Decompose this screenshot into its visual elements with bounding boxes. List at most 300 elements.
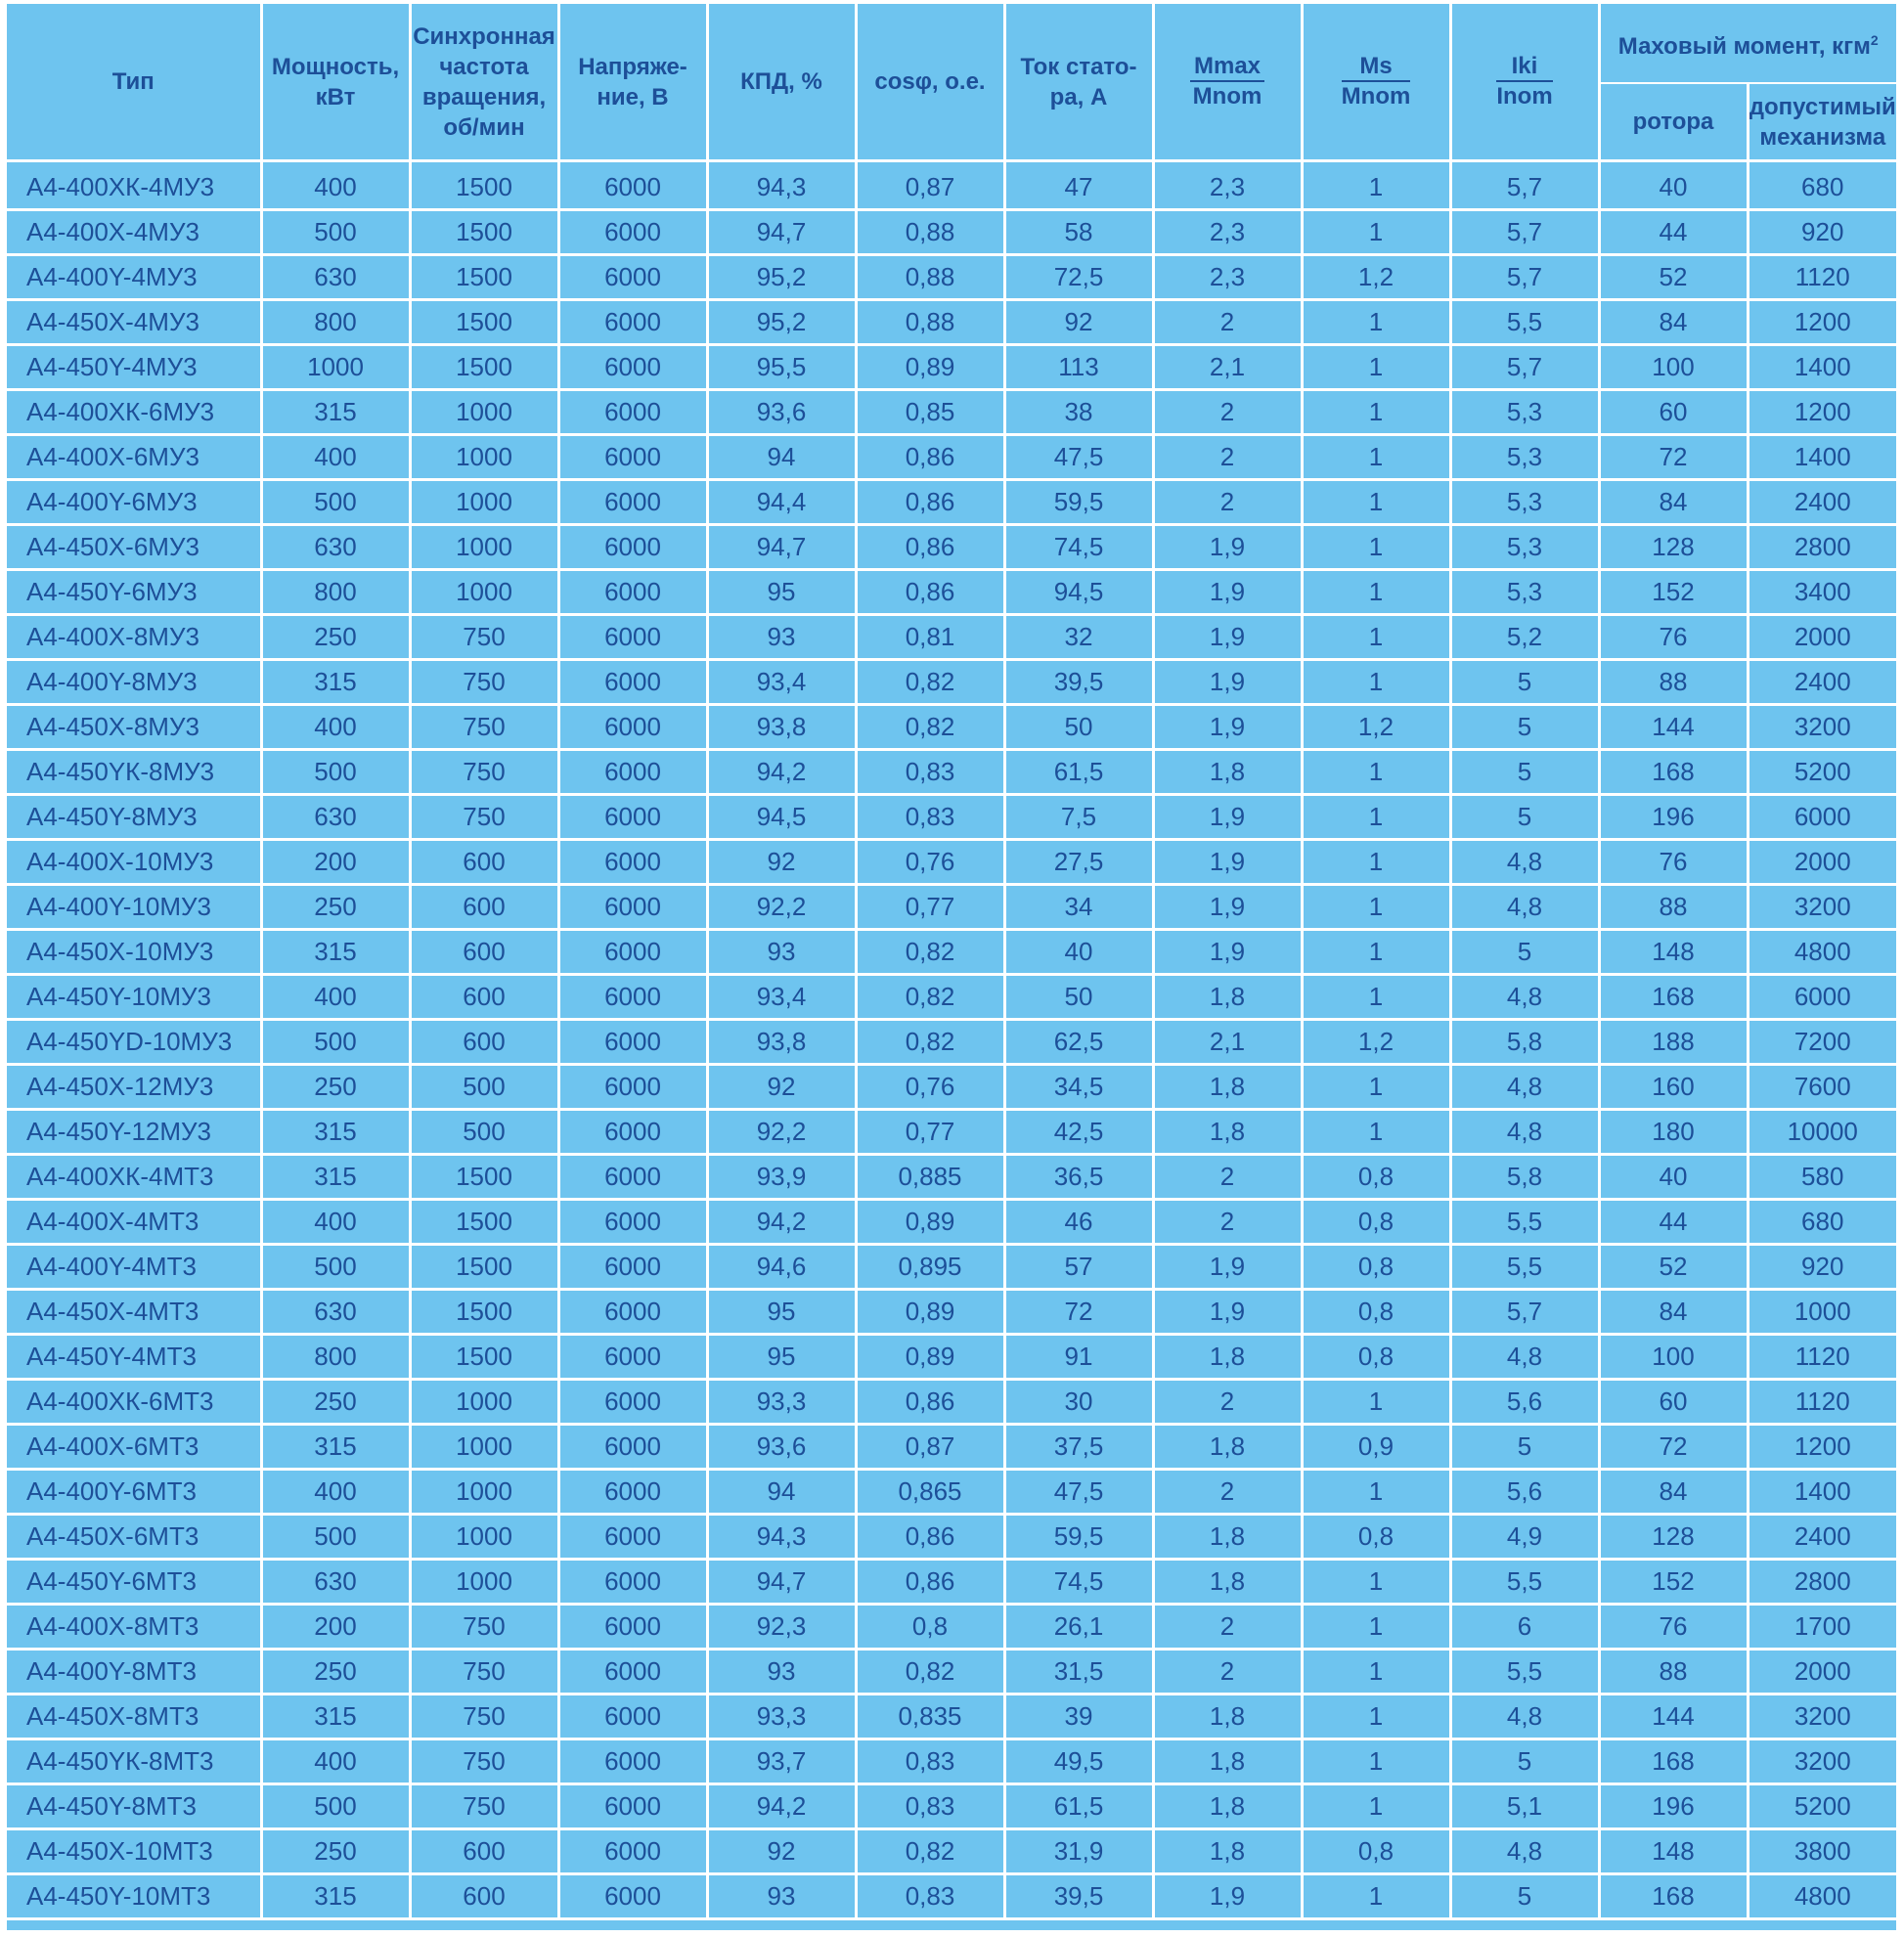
cell-iki-ratio: 4,8 [1450, 975, 1599, 1020]
cell-cosphi: 0,82 [856, 975, 1004, 1020]
cell-stator-current: 94,5 [1004, 570, 1153, 615]
cell-flywheel-rotor: 196 [1599, 795, 1748, 840]
cell-cosphi: 0,89 [856, 1200, 1004, 1245]
cell-cosphi: 0,89 [856, 1335, 1004, 1380]
cell-mmax-ratio: 1,8 [1153, 1695, 1302, 1739]
cell-sync-speed: 1000 [410, 1560, 558, 1605]
cell-stator-current: 31,5 [1004, 1650, 1153, 1695]
cell-power: 630 [261, 1290, 410, 1335]
cell-ms-ratio: 1 [1302, 1784, 1450, 1829]
header-flywheel-group [1599, 4, 1896, 83]
cell-iki-ratio: 5 [1450, 1425, 1599, 1470]
cell-efficiency: 93,6 [707, 390, 856, 435]
cell-ms-ratio: 1 [1302, 1650, 1450, 1695]
cell-ms-ratio: 1 [1302, 1739, 1450, 1784]
cell-power: 400 [261, 435, 410, 480]
table-row [7, 1065, 1896, 1110]
cell-voltage: 6000 [558, 161, 707, 210]
cell-stator-current: 26,1 [1004, 1605, 1153, 1650]
cell-type: А4-400Y-8МТ3 [7, 1650, 261, 1695]
cell-stator-current: 34 [1004, 885, 1153, 930]
cell-cosphi: 0,885 [856, 1155, 1004, 1200]
cell-flywheel-mechanism: 3400 [1748, 570, 1896, 615]
cell-ms-ratio: 1 [1302, 1605, 1450, 1650]
cell-type: А4-400Y-6МУ3 [7, 480, 261, 525]
cell-iki-ratio: 4,8 [1450, 1829, 1599, 1874]
cell-efficiency: 95 [707, 1335, 856, 1380]
table-row [7, 660, 1896, 705]
cell-efficiency: 94,5 [707, 795, 856, 840]
cell-voltage: 6000 [558, 1155, 707, 1200]
cell-efficiency: 92 [707, 1829, 856, 1874]
cell-cosphi: 0,8 [856, 1605, 1004, 1650]
cell-type: А4-400Y-8МУ3 [7, 660, 261, 705]
cell-ms-ratio: 1 [1302, 660, 1450, 705]
cell-flywheel-mechanism: 7200 [1748, 1020, 1896, 1065]
cell-cosphi: 0,77 [856, 1110, 1004, 1155]
cell-sync-speed: 1000 [410, 1425, 558, 1470]
cell-sync-speed: 750 [410, 795, 558, 840]
table-row [7, 570, 1896, 615]
cell-flywheel-mechanism: 3800 [1748, 1829, 1896, 1874]
cell-ms-ratio: 0,9 [1302, 1425, 1450, 1470]
cell-efficiency: 94 [707, 435, 856, 480]
cell-power: 500 [261, 1020, 410, 1065]
cell-efficiency: 93,8 [707, 1020, 856, 1065]
cell-iki-ratio: 5,5 [1450, 1560, 1599, 1605]
cell-sync-speed: 750 [410, 750, 558, 795]
cell-flywheel-mechanism: 1120 [1748, 255, 1896, 300]
cell-cosphi: 0,82 [856, 705, 1004, 750]
cell-flywheel-rotor: 60 [1599, 1380, 1748, 1425]
cell-mmax-ratio: 1,8 [1153, 1560, 1302, 1605]
cell-ms-ratio: 1 [1302, 525, 1450, 570]
cell-flywheel-mechanism: 3200 [1748, 1695, 1896, 1739]
cell-mmax-ratio: 1,9 [1153, 615, 1302, 660]
cell-cosphi: 0,87 [856, 1425, 1004, 1470]
cell-power: 400 [261, 1470, 410, 1515]
cell-cosphi: 0,89 [856, 345, 1004, 390]
cell-voltage: 6000 [558, 1829, 707, 1874]
cell-cosphi: 0,83 [856, 750, 1004, 795]
cell-sync-speed: 600 [410, 1020, 558, 1065]
cell-iki-ratio: 5,5 [1450, 1200, 1599, 1245]
cell-sync-speed: 1500 [410, 300, 558, 345]
cell-voltage: 6000 [558, 1380, 707, 1425]
cell-type: А4-450YК-8МТ3 [7, 1739, 261, 1784]
cell-ms-ratio: 1 [1302, 1560, 1450, 1605]
cell-voltage: 6000 [558, 1560, 707, 1605]
cell-power: 315 [261, 1695, 410, 1739]
cell-cosphi: 0,86 [856, 1380, 1004, 1425]
cell-flywheel-rotor: 160 [1599, 1065, 1748, 1110]
cell-sync-speed: 1000 [410, 435, 558, 480]
cell-cosphi: 0,85 [856, 390, 1004, 435]
cell-efficiency: 92 [707, 840, 856, 885]
ms-denominator: Mnom [1341, 82, 1411, 110]
cell-sync-speed: 1000 [410, 525, 558, 570]
cell-ms-ratio: 1 [1302, 1110, 1450, 1155]
cell-efficiency: 92,3 [707, 1605, 856, 1650]
cell-type: А4-450Y-10МТ3 [7, 1874, 261, 1919]
header-ms-ratio [1302, 4, 1450, 161]
header-voltage-line1: Напряже- [578, 53, 687, 80]
table-row [7, 1874, 1896, 1919]
cell-cosphi: 0,76 [856, 1065, 1004, 1110]
cell-sync-speed: 1000 [410, 1380, 558, 1425]
cell-power: 1000 [261, 345, 410, 390]
cell-type: А4-400Х-10МУ3 [7, 840, 261, 885]
cell-voltage: 6000 [558, 930, 707, 975]
cell-flywheel-mechanism: 1400 [1748, 435, 1896, 480]
cell-stator-current: 72 [1004, 1290, 1153, 1335]
table-row [7, 435, 1896, 480]
cell-iki-ratio: 5,8 [1450, 1020, 1599, 1065]
cell-sync-speed: 1500 [410, 345, 558, 390]
cell-stator-current: 74,5 [1004, 1560, 1153, 1605]
cell-ms-ratio: 1 [1302, 750, 1450, 795]
cell-flywheel-rotor: 52 [1599, 1245, 1748, 1290]
cell-voltage: 6000 [558, 570, 707, 615]
cell-flywheel-mechanism: 580 [1748, 1155, 1896, 1200]
cell-ms-ratio: 0,8 [1302, 1335, 1450, 1380]
cell-flywheel-mechanism: 6000 [1748, 975, 1896, 1020]
cell-power: 200 [261, 1605, 410, 1650]
cell-flywheel-mechanism: 4800 [1748, 1874, 1896, 1919]
cell-iki-ratio: 5,5 [1450, 1245, 1599, 1290]
header-efficiency: КПД, % [707, 4, 856, 161]
cell-iki-ratio: 5,2 [1450, 615, 1599, 660]
cell-stator-current: 36,5 [1004, 1155, 1153, 1200]
cell-flywheel-rotor: 84 [1599, 480, 1748, 525]
cell-flywheel-rotor: 148 [1599, 1829, 1748, 1874]
cell-flywheel-rotor: 44 [1599, 210, 1748, 255]
header-sync-speed [410, 4, 558, 161]
cell-power: 400 [261, 705, 410, 750]
cell-voltage: 6000 [558, 1739, 707, 1784]
table-row [7, 300, 1896, 345]
cell-iki-ratio: 5 [1450, 750, 1599, 795]
cell-flywheel-mechanism: 920 [1748, 1245, 1896, 1290]
cell-cosphi: 0,86 [856, 1560, 1004, 1605]
cell-efficiency: 93,3 [707, 1380, 856, 1425]
table-row [7, 1560, 1896, 1605]
table-row [7, 1020, 1896, 1065]
cell-mmax-ratio: 1,8 [1153, 1065, 1302, 1110]
cell-flywheel-rotor: 148 [1599, 930, 1748, 975]
cell-voltage: 6000 [558, 1515, 707, 1560]
cell-cosphi: 0,83 [856, 1739, 1004, 1784]
cell-mmax-ratio: 1,9 [1153, 885, 1302, 930]
cell-cosphi: 0,86 [856, 525, 1004, 570]
cell-voltage: 6000 [558, 795, 707, 840]
cell-sync-speed: 1500 [410, 1155, 558, 1200]
cell-ms-ratio: 1 [1302, 930, 1450, 975]
cell-efficiency: 93,4 [707, 975, 856, 1020]
cell-sync-speed: 750 [410, 660, 558, 705]
table-row [7, 1335, 1896, 1380]
cell-mmax-ratio: 1,9 [1153, 840, 1302, 885]
cell-power: 200 [261, 840, 410, 885]
cell-ms-ratio: 1 [1302, 210, 1450, 255]
cell-type: А4-450Х-10МТ3 [7, 1829, 261, 1874]
cell-stator-current: 59,5 [1004, 1515, 1153, 1560]
header-stator-current-line2: ра, А [1049, 83, 1108, 110]
header-power-line2: кВт [315, 83, 356, 110]
cell-power: 500 [261, 1515, 410, 1560]
cell-efficiency: 94,3 [707, 161, 856, 210]
cell-efficiency: 93 [707, 615, 856, 660]
cell-iki-ratio: 5,1 [1450, 1784, 1599, 1829]
cell-voltage: 6000 [558, 1784, 707, 1829]
cell-mmax-ratio: 1,9 [1153, 1290, 1302, 1335]
cell-voltage: 6000 [558, 750, 707, 795]
cell-efficiency: 94,2 [707, 1784, 856, 1829]
cell-stator-current: 50 [1004, 975, 1153, 1020]
cell-ms-ratio: 1,2 [1302, 1020, 1450, 1065]
cell-flywheel-mechanism: 2400 [1748, 660, 1896, 705]
cell-flywheel-mechanism: 2000 [1748, 1650, 1896, 1695]
table-row [7, 840, 1896, 885]
cell-power: 250 [261, 1380, 410, 1425]
cell-sync-speed: 500 [410, 1110, 558, 1155]
cell-flywheel-mechanism: 1200 [1748, 390, 1896, 435]
cell-power: 500 [261, 480, 410, 525]
header-sync-speed-line3: вращения, [421, 83, 547, 110]
table-row [7, 1425, 1896, 1470]
cell-flywheel-rotor: 44 [1599, 1200, 1748, 1245]
cell-flywheel-mechanism: 2400 [1748, 480, 1896, 525]
cell-flywheel-rotor: 168 [1599, 750, 1748, 795]
cell-flywheel-mechanism: 3200 [1748, 1739, 1896, 1784]
table-row [7, 1605, 1896, 1650]
cell-flywheel-rotor: 40 [1599, 161, 1748, 210]
cell-efficiency: 95 [707, 1290, 856, 1335]
cell-sync-speed: 750 [410, 1650, 558, 1695]
cell-flywheel-mechanism: 5200 [1748, 1784, 1896, 1829]
cell-type: А4-400ХК-4МТ3 [7, 1155, 261, 1200]
cell-stator-current: 39 [1004, 1695, 1153, 1739]
cell-mmax-ratio: 2 [1153, 390, 1302, 435]
cell-flywheel-mechanism: 920 [1748, 210, 1896, 255]
cell-iki-ratio: 5,8 [1450, 1155, 1599, 1200]
table-row [7, 1200, 1896, 1245]
cell-ms-ratio: 1 [1302, 345, 1450, 390]
cell-flywheel-rotor: 72 [1599, 435, 1748, 480]
cell-flywheel-rotor: 84 [1599, 1470, 1748, 1515]
cell-power: 630 [261, 255, 410, 300]
cell-flywheel-rotor: 152 [1599, 1560, 1748, 1605]
cell-stator-current: 42,5 [1004, 1110, 1153, 1155]
cell-stator-current: 113 [1004, 345, 1153, 390]
cell-mmax-ratio: 2 [1153, 1200, 1302, 1245]
cell-flywheel-rotor: 72 [1599, 1425, 1748, 1470]
cell-type: А4-400ХК-6МТ3 [7, 1380, 261, 1425]
cell-efficiency: 93,8 [707, 705, 856, 750]
cell-flywheel-mechanism: 1000 [1748, 1290, 1896, 1335]
cell-efficiency: 94,6 [707, 1245, 856, 1290]
cell-stator-current: 7,5 [1004, 795, 1153, 840]
cell-iki-ratio: 4,8 [1450, 1110, 1599, 1155]
cell-power: 400 [261, 1200, 410, 1245]
cell-iki-ratio: 6 [1450, 1605, 1599, 1650]
header-voltage [558, 4, 707, 161]
cell-iki-ratio: 5 [1450, 1874, 1599, 1919]
cell-ms-ratio: 1 [1302, 615, 1450, 660]
cell-cosphi: 0,88 [856, 300, 1004, 345]
cell-mmax-ratio: 1,9 [1153, 660, 1302, 705]
cell-ms-ratio: 0,8 [1302, 1829, 1450, 1874]
table-row [7, 975, 1896, 1020]
cell-cosphi: 0,87 [856, 161, 1004, 210]
cell-voltage: 6000 [558, 705, 707, 750]
cell-power: 315 [261, 1425, 410, 1470]
cell-efficiency: 95,2 [707, 255, 856, 300]
cell-ms-ratio: 1,2 [1302, 255, 1450, 300]
cell-efficiency: 94,7 [707, 525, 856, 570]
cell-ms-ratio: 0,8 [1302, 1200, 1450, 1245]
cell-type: А4-400Х-4МТ3 [7, 1200, 261, 1245]
cell-flywheel-rotor: 76 [1599, 1605, 1748, 1650]
cell-power: 400 [261, 161, 410, 210]
cell-iki-ratio: 5,3 [1450, 480, 1599, 525]
cell-power: 630 [261, 1560, 410, 1605]
cell-voltage: 6000 [558, 480, 707, 525]
cell-flywheel-rotor: 168 [1599, 975, 1748, 1020]
table-row [7, 1739, 1896, 1784]
cell-flywheel-mechanism: 4800 [1748, 930, 1896, 975]
cell-mmax-ratio: 2 [1153, 480, 1302, 525]
table-header [7, 4, 1896, 161]
header-sync-speed-line2: частота [439, 53, 529, 80]
cell-flywheel-mechanism: 680 [1748, 161, 1896, 210]
cell-type: А4-400ХК-4МУ3 [7, 161, 261, 210]
cell-stator-current: 34,5 [1004, 1065, 1153, 1110]
cell-iki-ratio: 4,8 [1450, 1695, 1599, 1739]
cell-efficiency: 93,4 [707, 660, 856, 705]
cell-mmax-ratio: 2,1 [1153, 345, 1302, 390]
cell-voltage: 6000 [558, 1605, 707, 1650]
table-row [7, 1110, 1896, 1155]
table-row [7, 525, 1896, 570]
cell-flywheel-mechanism: 3200 [1748, 885, 1896, 930]
cell-type: А4-400Y-4МУ3 [7, 255, 261, 300]
cell-flywheel-rotor: 152 [1599, 570, 1748, 615]
cell-flywheel-mechanism: 5200 [1748, 750, 1896, 795]
cell-mmax-ratio: 2 [1153, 300, 1302, 345]
cell-ms-ratio: 1 [1302, 1380, 1450, 1425]
cell-voltage: 6000 [558, 1200, 707, 1245]
cell-mmax-ratio: 1,8 [1153, 750, 1302, 795]
cell-power: 250 [261, 1829, 410, 1874]
cell-mmax-ratio: 1,9 [1153, 795, 1302, 840]
cell-power: 800 [261, 1335, 410, 1380]
cell-stator-current: 57 [1004, 1245, 1153, 1290]
cell-flywheel-mechanism: 680 [1748, 1200, 1896, 1245]
table-row [7, 705, 1896, 750]
cell-type: А4-400Y-6МТ3 [7, 1470, 261, 1515]
cell-power: 250 [261, 1065, 410, 1110]
cell-sync-speed: 500 [410, 1065, 558, 1110]
iki-fraction [1496, 53, 1552, 111]
header-stator-current-line1: Ток стато- [1020, 53, 1137, 80]
cell-cosphi: 0,895 [856, 1245, 1004, 1290]
cell-stator-current: 62,5 [1004, 1020, 1153, 1065]
table-row [7, 1245, 1896, 1290]
cell-voltage: 6000 [558, 1695, 707, 1739]
cell-power: 250 [261, 885, 410, 930]
cell-voltage: 6000 [558, 660, 707, 705]
table-row [7, 1695, 1896, 1739]
cell-cosphi: 0,86 [856, 1515, 1004, 1560]
header-mechanism-line2: механизма [1759, 123, 1886, 151]
cell-ms-ratio: 1 [1302, 1695, 1450, 1739]
cell-stator-current: 30 [1004, 1380, 1153, 1425]
cell-power: 315 [261, 1874, 410, 1919]
cell-iki-ratio: 5,3 [1450, 390, 1599, 435]
cell-power: 315 [261, 390, 410, 435]
cell-stator-current: 46 [1004, 1200, 1153, 1245]
cell-flywheel-rotor: 188 [1599, 1020, 1748, 1065]
table-row [7, 210, 1896, 255]
cell-iki-ratio: 5,5 [1450, 1650, 1599, 1695]
cell-sync-speed: 600 [410, 1829, 558, 1874]
cell-mmax-ratio: 1,8 [1153, 1110, 1302, 1155]
table-row [7, 390, 1896, 435]
cell-flywheel-rotor: 84 [1599, 300, 1748, 345]
table-row [7, 930, 1896, 975]
cell-iki-ratio: 5 [1450, 1739, 1599, 1784]
cell-ms-ratio: 0,8 [1302, 1515, 1450, 1560]
iki-numerator: Iki [1496, 53, 1552, 82]
cell-type: А4-400Х-6МУ3 [7, 435, 261, 480]
spec-table-panel [7, 4, 1896, 1930]
cell-flywheel-mechanism: 7600 [1748, 1065, 1896, 1110]
cell-stator-current: 38 [1004, 390, 1153, 435]
cell-power: 400 [261, 1739, 410, 1784]
cell-iki-ratio: 4,9 [1450, 1515, 1599, 1560]
cell-type: А4-450Y-8МУ3 [7, 795, 261, 840]
cell-mmax-ratio: 1,8 [1153, 1784, 1302, 1829]
cell-type: А4-450Y-12МУ3 [7, 1110, 261, 1155]
cell-mmax-ratio: 1,8 [1153, 1515, 1302, 1560]
cell-voltage: 6000 [558, 300, 707, 345]
cell-mmax-ratio: 2,3 [1153, 161, 1302, 210]
cell-flywheel-rotor: 88 [1599, 885, 1748, 930]
cell-stator-current: 58 [1004, 210, 1153, 255]
cell-cosphi: 0,86 [856, 480, 1004, 525]
cell-voltage: 6000 [558, 1470, 707, 1515]
cell-efficiency: 93 [707, 1874, 856, 1919]
cell-iki-ratio: 5,3 [1450, 570, 1599, 615]
cell-mmax-ratio: 2,3 [1153, 255, 1302, 300]
cell-voltage: 6000 [558, 1290, 707, 1335]
cell-sync-speed: 1000 [410, 480, 558, 525]
cell-mmax-ratio: 1,8 [1153, 1739, 1302, 1784]
cell-mmax-ratio: 1,9 [1153, 570, 1302, 615]
cell-stator-current: 27,5 [1004, 840, 1153, 885]
cell-voltage: 6000 [558, 1425, 707, 1470]
cell-flywheel-rotor: 128 [1599, 525, 1748, 570]
cell-flywheel-rotor: 40 [1599, 1155, 1748, 1200]
cell-stator-current: 31,9 [1004, 1829, 1153, 1874]
cell-stator-current: 47,5 [1004, 435, 1153, 480]
cell-ms-ratio: 1 [1302, 840, 1450, 885]
header-flywheel-unit-sup: 2 [1870, 31, 1879, 48]
cell-power: 500 [261, 750, 410, 795]
cell-cosphi: 0,865 [856, 1470, 1004, 1515]
cell-ms-ratio: 1 [1302, 390, 1450, 435]
